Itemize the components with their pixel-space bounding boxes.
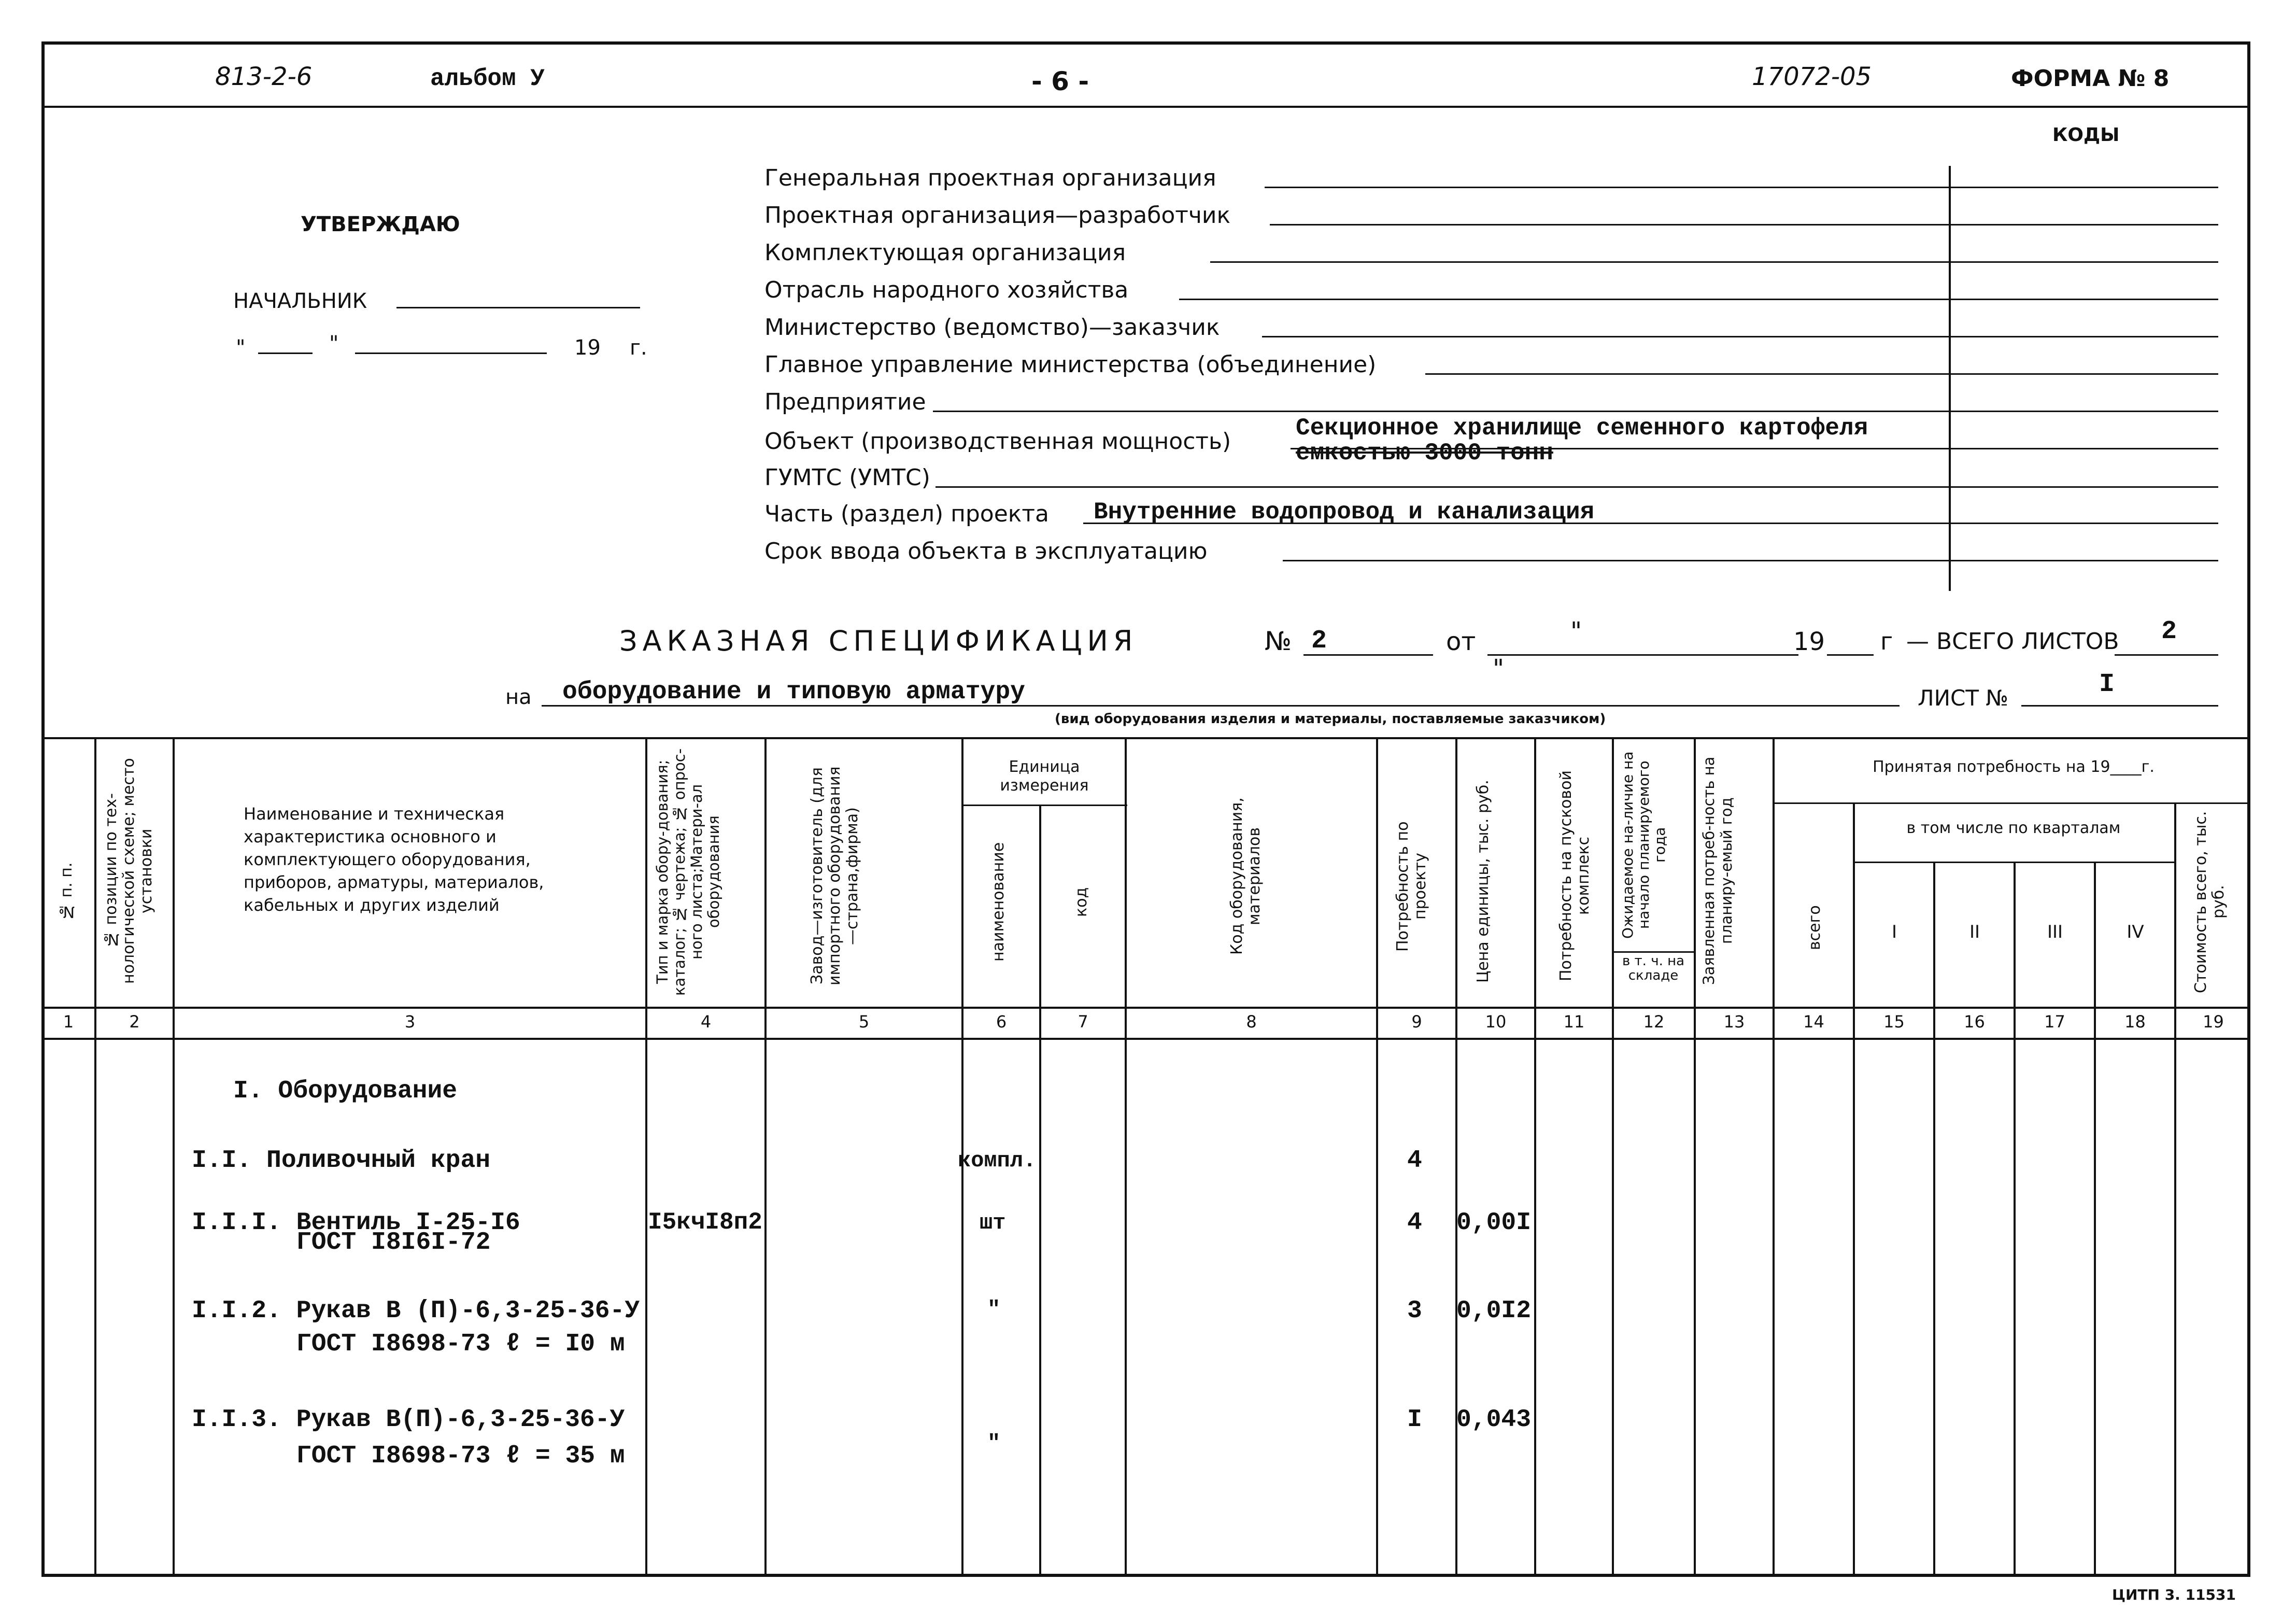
spec-year: 19 [1793,627,1825,656]
col-line-11 [1612,737,1614,1577]
col-line-8 [1376,737,1378,1577]
row-3-name-2: ГОСТ I8I6I-72 [296,1229,491,1257]
col-line-2 [173,737,175,1577]
page-number: - 6 - [1031,66,1089,96]
colnum-17: 17 [2044,1012,2065,1032]
field-developer-org-line [1270,224,2218,225]
field-object-value-2: емкостью 3000 тонн [1296,440,1553,467]
field-main-dept-line [1425,373,2218,375]
day-line [258,352,313,354]
field-enterprise-label: Предприятие [764,389,926,415]
col-line-6 [1039,805,1041,1577]
colnum-18: 18 [2124,1012,2146,1032]
field-section-label: Часть (раздел) проекта [764,501,1049,527]
colnum-3: 3 [404,1012,416,1032]
col-line-3 [645,737,647,1577]
colnum-9: 9 [1411,1012,1422,1032]
field-general-org-label: Генеральная проектная организация [764,165,1216,191]
colnum-8: 8 [1246,1012,1257,1032]
date-quote-open: " [236,336,246,360]
colnum-10: 10 [1485,1012,1507,1032]
col-head-7: код [1072,887,1090,917]
field-deadline-line [1283,560,2218,561]
field-section-line [1083,523,2218,524]
colnum-15: 15 [1883,1012,1905,1032]
unit-group-line [961,805,1127,806]
spec-total-label: — ВСЕГО ЛИСТОВ [1906,628,2119,655]
row-1-name: I. Оборудование [233,1077,458,1105]
spec-date-line [1487,654,1798,656]
field-object-value: Секционное хранилище семенного картофеля [1296,415,1868,442]
accepted-group-line [1773,802,2250,804]
col-head-13: Заявленная потреб-ность на планиру-емый год [1700,756,1735,985]
approve-title: УТВЕРЖДАЮ [301,213,460,236]
col-head-12b: в т. ч. на складе [1622,953,1685,983]
field-object-line [1291,448,2218,449]
spec-quote-2: " [1493,654,1505,683]
colnum-13: 13 [1723,1012,1745,1032]
footer-stamp: ЦИТП 3. 11531 [2112,1586,2236,1603]
field-supply-org-line [1210,261,2218,263]
col-head-12a: Ожидаемое на-личие на начало планируемого года [1619,751,1668,939]
row-5-price: 0,043 [1456,1406,1532,1434]
row-5-qty: I [1407,1406,1422,1434]
spec-on-label: на [505,685,532,709]
codes-column-line [1949,166,1951,591]
form-number: ФОРМА № 8 [2011,65,2170,92]
col-head-3: Наименование и техническая характеристика основного и комплектующего оборудования, приборов, арматуры, материалов, кабельных и других изделий [244,804,544,915]
field-general-org-line [1265,187,2218,188]
field-section-value: Внутренние водопровод и канализация [1094,499,1595,526]
colnum-1: 1 [63,1012,74,1032]
col-head-11: Потребность на пусковой комплекс [1557,770,1593,982]
spec-from-label: от [1446,627,1476,656]
row-5-name-2: ГОСТ I8698-73 ℓ = 35 м [296,1442,625,1470]
row-4-qty: 3 [1407,1297,1422,1325]
col-line-17 [2094,862,2096,1577]
col-head-14: всего [1806,905,1824,951]
field-industry-label: Отрасль народного хозяйства [764,277,1129,303]
col-head-8: Код оборудования, материалов [1228,797,1264,955]
spec-total-value: 2 [2161,617,2177,646]
col-line-14 [1853,802,1855,1577]
col-line-16 [2014,862,2016,1577]
col12-split-line [1612,951,1694,953]
col-head-10: Цена единицы, тыс. руб. [1474,780,1492,983]
row-4-unit: " [987,1297,1001,1322]
colnum-4: 4 [700,1012,712,1032]
colnum-14: 14 [1803,1012,1824,1032]
spec-year-suffix: г [1880,627,1893,655]
row-3-qty: 4 [1407,1209,1422,1237]
spec-number-line [1303,654,1433,656]
spec-number: 2 [1311,626,1327,656]
sheet-line [2021,705,2218,707]
year-label: 19 [574,336,601,360]
colnum-16: 16 [1964,1012,1985,1032]
col-head-2: № позиции по тех-нологической схеме; место установки [102,758,155,984]
col-line-15 [1933,862,1935,1577]
month-line [355,352,547,354]
spec-year-line [1827,654,1874,656]
col-head-q1: I [1891,922,1897,942]
col-head-q4: IV [2127,922,2144,942]
row-4-name-2: ГОСТ I8698-73 ℓ = I0 м [296,1330,625,1358]
colnum-7: 7 [1078,1012,1088,1032]
col-line-13 [1773,737,1775,1577]
spec-total-line [2115,654,2218,656]
spec-quote-1: " [1570,617,1582,646]
row-4-price: 0,0I2 [1456,1297,1532,1325]
year-suffix: г. [630,336,647,360]
colnum-5: 5 [858,1012,870,1032]
unit-group-label: Единица измерения [1000,758,1089,795]
date-quote-close: " [329,332,339,356]
col-head-6: наименование [989,842,1008,962]
colnum-19: 19 [2203,1012,2224,1032]
chief-line [396,307,640,308]
field-industry-line [1179,299,2218,300]
row-2-qty: 4 [1407,1147,1422,1175]
accepted-label: Принятая потребность на 19____г. [1873,758,2155,776]
row-4-name: I.I.2. Рукав В (П)-6,3-25-36-У [192,1297,640,1325]
col-line-18 [2174,802,2176,1577]
field-supply-org-label: Комплектующая организация [764,239,1126,266]
colnum-6: 6 [996,1012,1007,1032]
field-main-dept-label: Главное управление министерства (объединение) [764,351,1377,378]
colnum-bottom-line [41,1038,2250,1040]
spec-on-line [542,705,1900,707]
col-head-19: Стоимость всего, тыс. руб. [2192,811,2228,993]
row-3-type: I5кчI8п2 [648,1209,762,1236]
chief-label: НАЧАЛЬНИК [233,289,367,313]
field-deadline-label: Срок ввода объекта в эксплуатацию [764,538,1208,565]
project-code: 17072-05 [1752,62,1872,91]
sheet-label: ЛИСТ № [1918,685,2009,711]
album-label: альбом У [430,65,545,92]
spec-subnote: (вид оборудования изделия и материалы, поставляемые заказчиком) [1055,711,1606,727]
col-line-10 [1534,737,1536,1577]
field-developer-org-label: Проектная организация—разработчик [764,202,1231,229]
col-head-q3: III [2047,922,2063,942]
col-head-9: Потребность по проекту [1394,821,1429,952]
col-line-7 [1125,737,1127,1577]
row-5-name: I.I.3. Рукав В(П)-6,3-25-36-У [192,1406,625,1434]
col-line-9 [1455,737,1457,1577]
spec-title: ЗАКАЗНАЯ СПЕЦИФИКАЦИЯ [619,625,1138,657]
row-3-unit: шт [980,1210,1006,1235]
quarters-label: в том числе по кварталам [1906,819,2121,837]
spec-number-label: № [1265,626,1292,656]
row-3-price: 0,00I [1456,1209,1532,1237]
colnum-12: 12 [1643,1012,1665,1032]
field-ministry-label: Министерство (ведомство)—заказчик [764,314,1220,341]
col-head-5: Завод—изготовитель (для импортного оборудования —страна,фирма) [808,766,861,986]
header-bottom-line [41,1007,2250,1009]
row-5-unit: " [987,1431,1001,1456]
sheet-number: I [2099,670,2115,699]
colnum-2: 2 [129,1012,140,1032]
col-head-1: № п. п. [58,862,76,921]
field-gumts-line [936,486,2218,488]
col-line-4 [764,737,767,1577]
field-gumts-label: ГУМТС (УМТС) [764,464,930,491]
header-divider [41,106,2250,108]
row-3-name: I.I.I. Вентиль I-25-I6 [192,1209,520,1237]
col-line-12 [1694,737,1696,1577]
table-top-line [41,737,2250,739]
spec-on-value: оборудование и типовую арматуру [562,678,1025,706]
row-2-unit: компл. [958,1148,1037,1173]
col-head-q2: II [1969,922,1980,942]
field-object-label: Объект (производственная мощность) [764,428,1231,455]
row-2-name: I.I. Поливочный кран [192,1147,491,1175]
field-ministry-line [1262,336,2218,337]
col-head-4: Тип и марка обору-дования; каталог; № чертежа; № опрос-ного листа;Матери-ал оборудования [654,748,722,996]
doc-number: 813-2-6 [215,62,313,91]
colnum-11: 11 [1563,1012,1585,1032]
field-enterprise-line [933,411,2218,412]
col-line-1 [94,737,96,1577]
codes-label: КОДЫ [2052,124,2120,146]
